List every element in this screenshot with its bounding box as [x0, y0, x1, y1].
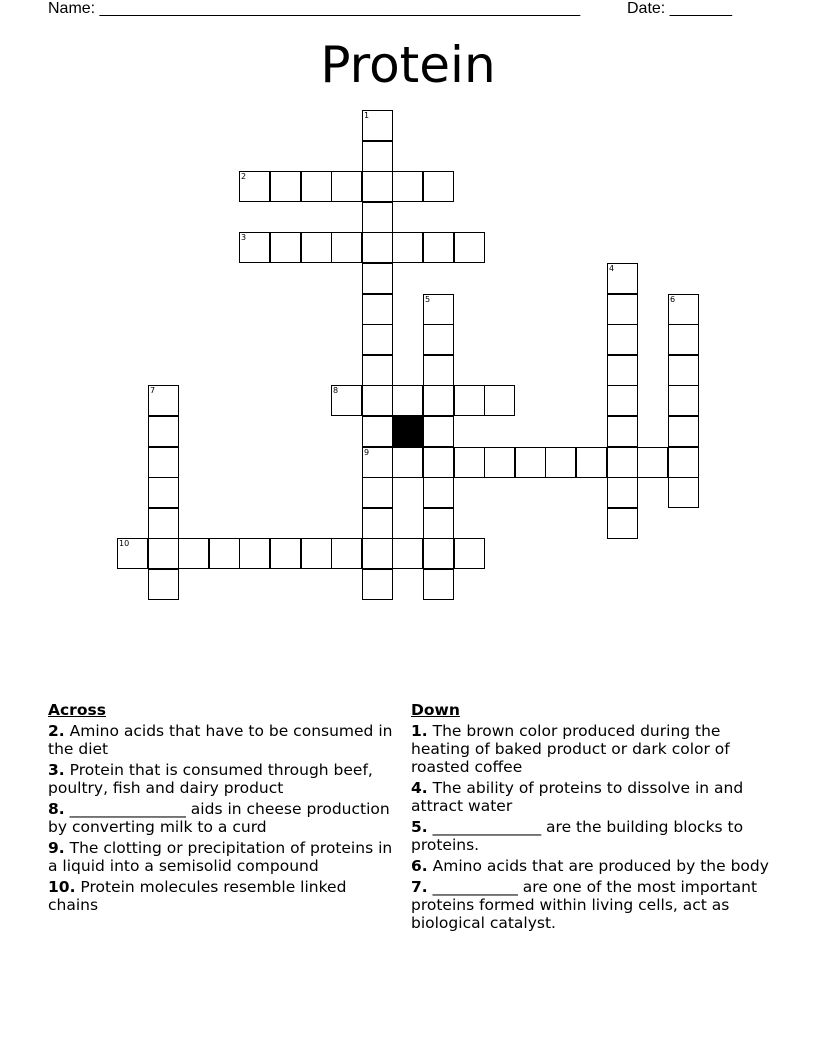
grid-cell[interactable]	[576, 447, 607, 478]
clue-across	[48, 761, 393, 797]
cell-number: 7	[150, 386, 156, 395]
clue-number: 6.	[411, 857, 428, 875]
grid-cell[interactable]	[270, 538, 301, 569]
grid-cell[interactable]	[362, 385, 393, 416]
grid-cell[interactable]	[668, 416, 699, 447]
grid-cell[interactable]	[607, 294, 638, 325]
page-title: Protein	[320, 36, 496, 94]
grid-cell[interactable]	[362, 416, 393, 447]
grid-cell[interactable]	[362, 110, 393, 141]
clue-down	[411, 878, 771, 932]
grid-cell[interactable]	[209, 538, 240, 569]
cell-number: 1	[364, 111, 370, 120]
grid-cell[interactable]	[607, 355, 638, 386]
clue-text: _______________ aids in cheese production by converting milk to a curd	[48, 800, 390, 836]
cell-number: 5	[425, 295, 431, 304]
clue-number: 7.	[411, 878, 428, 896]
clue-number: 1.	[411, 722, 428, 740]
clue-number: 4.	[411, 779, 428, 797]
grid-cell[interactable]	[668, 294, 699, 325]
grid-cell[interactable]	[362, 171, 393, 202]
grid-cell[interactable]	[331, 171, 362, 202]
clue-text: The ability of proteins to dissolve in and attract water	[411, 779, 744, 815]
clue-number: 9.	[48, 839, 65, 857]
grid-cell[interactable]	[423, 385, 454, 416]
clue-text: The clotting or precipitation of proteins in a liquid into a semisolid compound	[48, 839, 393, 875]
grid-cell[interactable]	[392, 538, 423, 569]
grid-cell[interactable]	[178, 538, 209, 569]
grid-cell[interactable]	[637, 447, 668, 478]
grid-cell[interactable]	[362, 569, 393, 600]
grid-cell[interactable]	[148, 508, 179, 539]
grid-cell[interactable]	[362, 232, 393, 263]
clue-down	[411, 857, 771, 875]
grid-cell[interactable]	[148, 385, 179, 416]
clue-across	[48, 722, 393, 758]
grid-cell[interactable]	[148, 477, 179, 508]
grid-cell[interactable]	[392, 447, 423, 478]
down-heading: Down	[411, 701, 460, 719]
grid-cell[interactable]	[668, 447, 699, 478]
grid-cell[interactable]	[668, 355, 699, 386]
grid-cell[interactable]	[117, 538, 148, 569]
grid-cell[interactable]	[362, 263, 393, 294]
clue-text: Amino acids that are produced by the body	[432, 857, 769, 875]
clue-across	[48, 878, 393, 914]
name-label: Name:	[48, 0, 96, 17]
name-field[interactable]	[48, 0, 580, 18]
cell-number: 4	[609, 264, 615, 273]
cell-number: 2	[241, 172, 247, 181]
grid-cell[interactable]	[607, 385, 638, 416]
grid-cell[interactable]	[454, 232, 485, 263]
clue-number: 10.	[48, 878, 76, 896]
grid-cell[interactable]	[362, 447, 393, 478]
grid-cell[interactable]	[392, 385, 423, 416]
cell-number: 10	[119, 539, 130, 548]
grid-cell[interactable]	[239, 232, 270, 263]
cell-number: 8	[333, 386, 339, 395]
grid-cell[interactable]	[362, 355, 393, 386]
grid-cell[interactable]	[362, 294, 393, 325]
clue-number: 3.	[48, 761, 65, 779]
grid-cell[interactable]	[392, 171, 423, 202]
grid-cell[interactable]	[423, 477, 454, 508]
grid-cell[interactable]	[301, 232, 332, 263]
grid-cell[interactable]	[607, 447, 638, 478]
grid-cell[interactable]	[362, 141, 393, 172]
clue-down	[411, 818, 771, 854]
cell-number: 3	[241, 233, 247, 242]
grid-cell[interactable]	[607, 508, 638, 539]
grid-cell[interactable]	[270, 171, 301, 202]
grid-cell[interactable]	[423, 232, 454, 263]
grid-cell[interactable]	[148, 447, 179, 478]
grid-cell[interactable]	[331, 385, 362, 416]
clue-across	[48, 839, 393, 875]
grid-cell[interactable]	[454, 447, 485, 478]
across-clues	[48, 701, 393, 917]
grid-cell[interactable]	[423, 171, 454, 202]
clue-number: 5.	[411, 818, 428, 836]
grid-cell[interactable]	[362, 477, 393, 508]
grid-cell[interactable]	[392, 232, 423, 263]
clue-number: 2.	[48, 722, 65, 740]
grid-cell[interactable]	[607, 324, 638, 355]
clue-text: Protein that is consumed through beef, poultry, fish and dairy product	[48, 761, 373, 797]
grid-cell[interactable]	[668, 324, 699, 355]
grid-cell[interactable]	[545, 447, 576, 478]
grid-cell[interactable]	[239, 171, 270, 202]
grid-cell[interactable]	[423, 355, 454, 386]
grid-cell[interactable]	[423, 416, 454, 447]
date-field[interactable]	[627, 0, 732, 18]
clue-down	[411, 722, 771, 776]
grid-cell[interactable]	[423, 294, 454, 325]
grid-cell[interactable]	[423, 538, 454, 569]
grid-cell[interactable]	[362, 508, 393, 539]
grid-cell[interactable]	[454, 385, 485, 416]
grid-cell[interactable]	[607, 263, 638, 294]
clue-text: Protein molecules resemble linked chains	[48, 878, 347, 914]
grid-cell[interactable]	[148, 538, 179, 569]
grid-cell[interactable]	[423, 447, 454, 478]
across-heading: Across	[48, 701, 106, 719]
clue-text: ___________ are one of the most important proteins formed within living cells, act as biological catalyst.	[411, 878, 758, 932]
grid-cell[interactable]	[484, 385, 515, 416]
grid-cell[interactable]	[331, 538, 362, 569]
date-label: Date:	[627, 0, 666, 17]
cell-number: 6	[670, 295, 676, 304]
clue-across	[48, 800, 393, 836]
grid-cell[interactable]	[331, 232, 362, 263]
grid-cell[interactable]	[607, 416, 638, 447]
cell-number: 9	[364, 448, 370, 457]
down-clues	[411, 701, 771, 935]
grid-cell[interactable]	[362, 202, 393, 233]
grid-cell[interactable]	[607, 477, 638, 508]
grid-cell[interactable]	[668, 477, 699, 508]
grid-cell[interactable]	[423, 569, 454, 600]
grid-cell[interactable]	[148, 569, 179, 600]
date-blank[interactable]: _______	[669, 0, 732, 17]
clue-text: The brown color produced during the heating of baked product or dark color of roasted coffee	[411, 722, 730, 776]
grid-cell[interactable]	[484, 447, 515, 478]
grid-cell[interactable]	[148, 416, 179, 447]
grid-cell[interactable]	[301, 538, 332, 569]
grid-cell[interactable]	[362, 538, 393, 569]
grid-cell[interactable]	[423, 324, 454, 355]
grid-cell[interactable]	[668, 385, 699, 416]
clue-number: 8.	[48, 800, 65, 818]
black-cell	[392, 416, 423, 447]
grid-cell[interactable]	[239, 538, 270, 569]
grid-cell[interactable]	[515, 447, 546, 478]
grid-cell[interactable]	[270, 232, 301, 263]
clue-text: ______________ are the building blocks to proteins.	[411, 818, 744, 854]
grid-cell[interactable]	[301, 171, 332, 202]
grid-cell[interactable]	[423, 508, 454, 539]
grid-cell[interactable]	[362, 324, 393, 355]
clue-down	[411, 779, 771, 815]
grid-cell[interactable]	[454, 538, 485, 569]
clue-text: Amino acids that have to be consumed in the diet	[48, 722, 393, 758]
name-blank[interactable]: ______________________________________________________	[99, 0, 581, 17]
